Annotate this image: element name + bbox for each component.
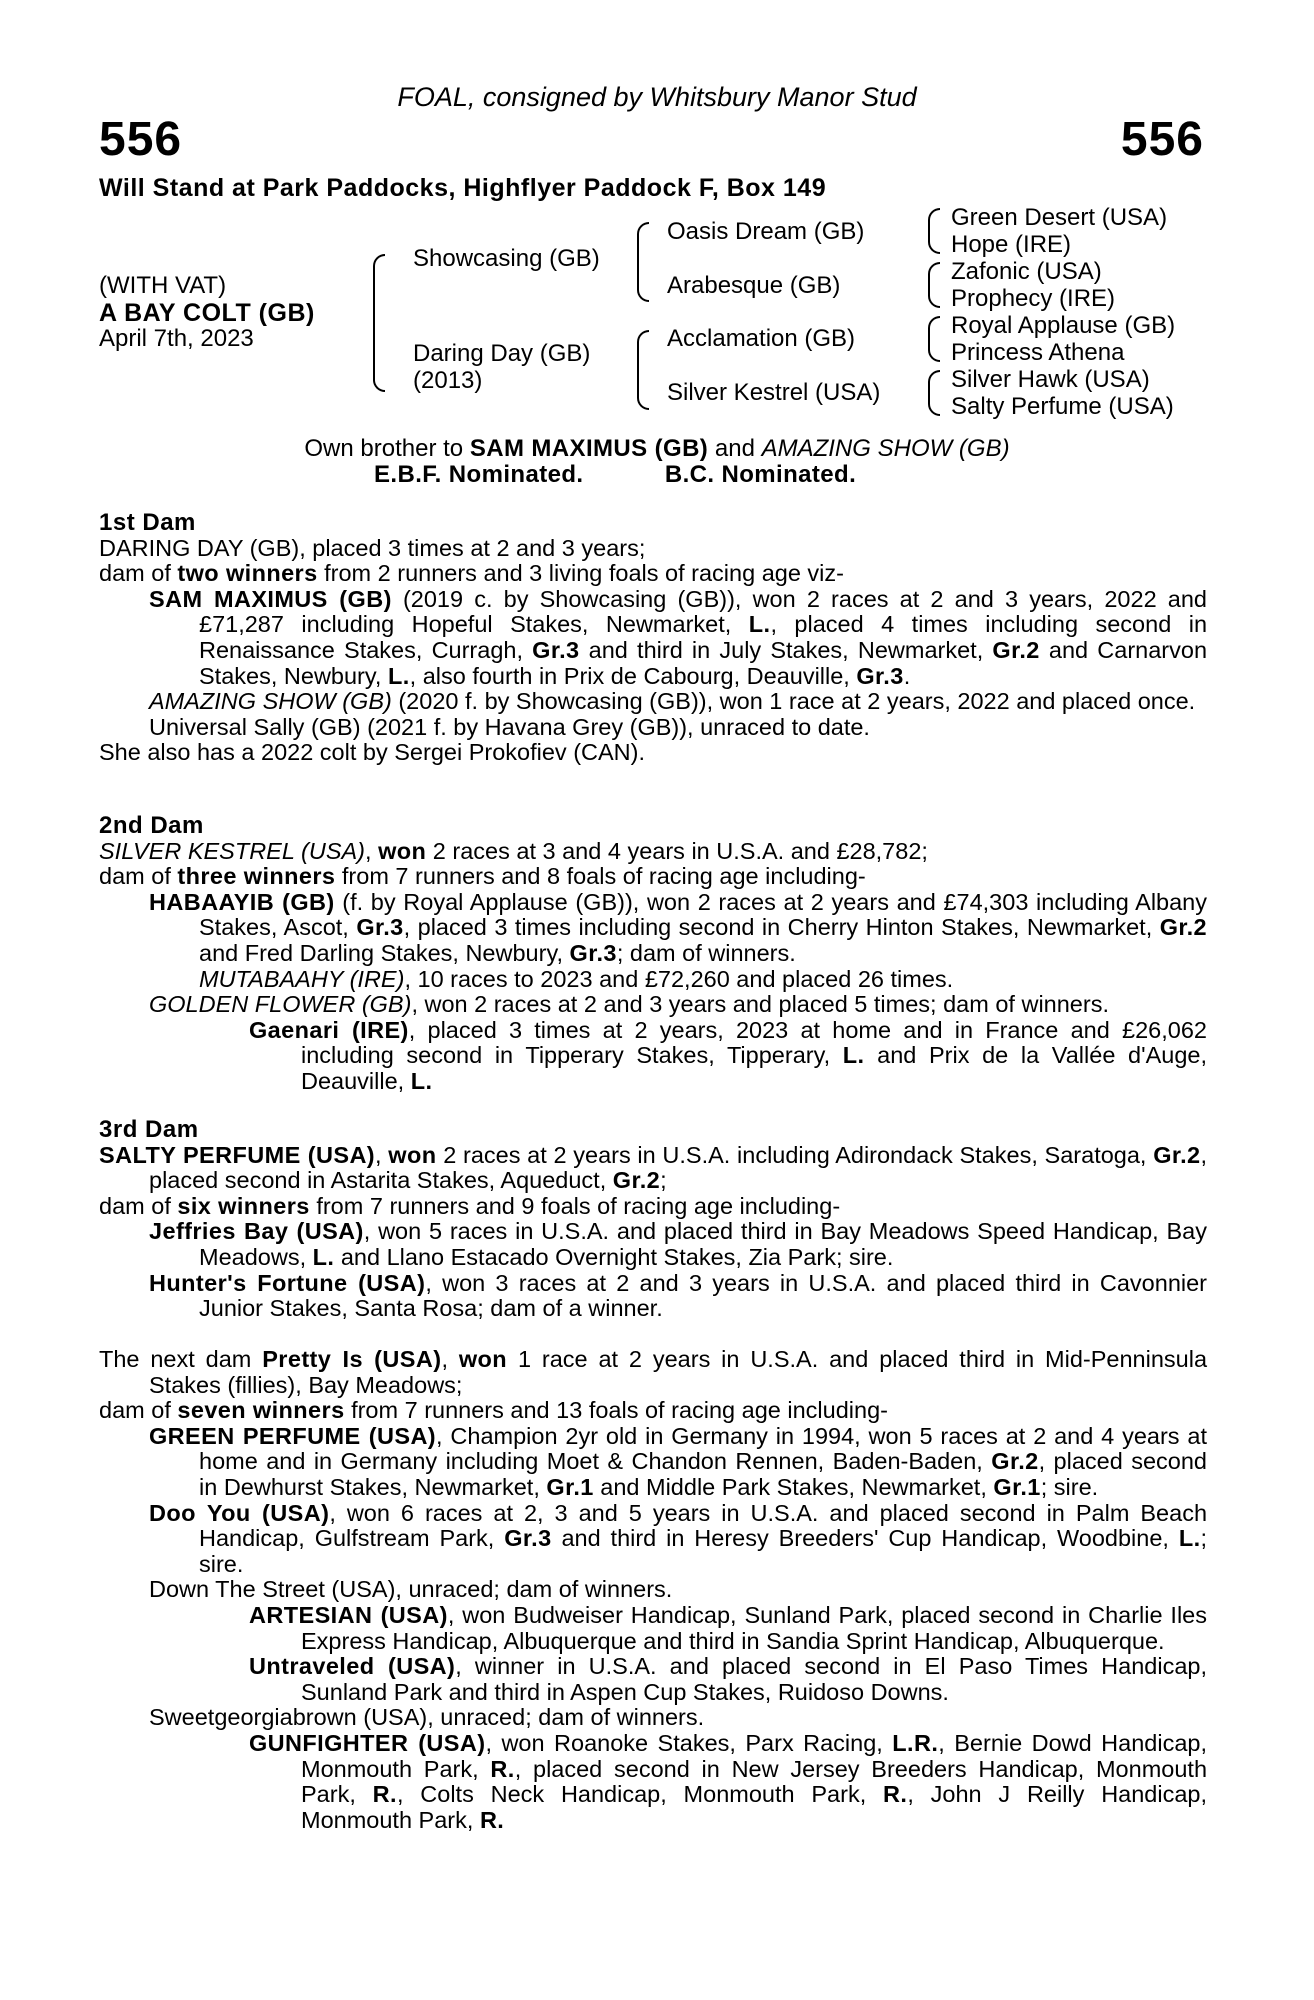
produce-entry: Doo You (USA), won 6 races at 2, 3 and 5 years in U.S.A. and placed second in Palm Beach Handicap, Gulfstream Park, Gr.3 and third in Heresy Breeders' Cup Handicap, Woodbine, L.; sire. (149, 1499, 1208, 1577)
lot-number-right: 556 (1120, 113, 1204, 166)
produce-sub-entry: Untraveled (USA), winner in U.S.A. and placed second in El Paso Times Handicap, Sunland Park and third in Aspen Cup Stakes, Ruidoso Downs. (249, 1653, 1207, 1705)
consignor-line: FOAL, consigned by Whitsbury Manor Stud (397, 82, 917, 112)
dam-sire: Acclamation (GB) (667, 325, 856, 352)
stand-location: Will Stand at Park Paddocks, Highflyer Paddock F, Box 149 (99, 174, 827, 202)
produce-entry: Hunter's Fortune (USA), won 3 races at 2 and 3 years in U.S.A. and placed third in Cavonnier Junior Stakes, Santa Rosa; dam of a winner. (149, 1269, 1208, 1322)
own-brother-line: Own brother to SAM MAXIMUS (GB) and AMAZING SHOW (GB) (304, 435, 1010, 462)
vat-note: (WITH VAT) (99, 272, 227, 299)
sire-dam: Arabesque (GB) (667, 272, 841, 299)
bracket-g1 (928, 208, 940, 254)
produce-entry: Universal Sally (GB) (2021 f. by Havana Grey (GB)), unraced to date. (149, 713, 870, 740)
bracket-g2 (928, 262, 940, 308)
horse-name: A BAY COLT (GB) (99, 299, 315, 327)
produce-sub-entry: Gaenari (IRE), placed 3 times at 2 years, 2023 at home and in France and £26,062 including second in Tipperary Stakes, Tipperary, L. and Prix de la Vallée d'Auge, Deauville, L. (249, 1016, 1208, 1094)
bracket-main (373, 254, 385, 392)
bc-nominated: B.C. Nominated. (664, 461, 857, 488)
dam-year: (2013) (413, 367, 483, 394)
produce-entry: AMAZING SHOW (GB) (2020 f. by Showcasing (GB)), won 1 race at 2 years, 2022 and placed once. (149, 688, 1196, 715)
produce-entry: Jeffries Bay (USA), won 5 races in U.S.A. and placed third in Bay Meadows Speed Handicap, Bay Meadows, L. and Llano Estacado Overnight Stakes, Zia Park; sire. (149, 1218, 1207, 1270)
first-dam-section: 1st Dam DARING DAY (GB), placed 3 times at 2 and 3 years; dam of two winners from 2 runners and 3 living foals of racing age viz- SAM MAXIMUS (GB) (2019 c. by Showcasing (GB)), won 2 races at 2 and 3 years, 2022 and £71,287 including Hopeful Stakes, Newmarket, L., placed 4 times including second in Renaissance Stakes, Curragh, Gr.3 and third in July Stakes, Newmarket, Gr.2 and Carnarvon Stakes, Newbury, L., also fourth in Prix de Cabourg, Deauville, Gr.3. AMAZING SHOW (GB) (2020 f. by Showcasing (GB)), won 1 race at 2 years, 2022 and placed once. Universal Sally (GB) (2021 f. by Havana Grey (GB)), unraced to date. She also has a 2022 colt by Sergei Prokofiev (CAN). (99, 509, 1208, 766)
ancestor-5: Royal Applause (GB) (951, 312, 1176, 339)
ebf-nominated: E.B.F. Nominated. (374, 461, 584, 488)
third-dam-section: 3rd Dam SALTY PERFUME (USA), won 2 races at 2 years in U.S.A. including Adirondack Stakes, Saratoga, Gr.2, placed second in Astarita Stakes, Aqueduct, Gr.2; dam of six winners from 7 runners and 9 foals of racing age including- Jeffries Bay (USA), won 5 races in U.S.A. and placed third in Bay Meadows Speed Handicap, Bay Meadows, L. and Llano Estacado Overnight Stakes, Zia Park; sire. Hunter's Fortune (USA), won 3 races at 2 and 3 years in U.S.A. and placed third in Cavonnier Junior Stakes, Santa Rosa; dam of a winner. (99, 1116, 1208, 1322)
dam: Daring Day (GB) (413, 340, 591, 367)
produce-entry: Sweetgeorgiabrown (USA), unraced; dam of winners. (149, 1704, 705, 1731)
foaling-date: April 7th, 2023 (99, 325, 254, 352)
ancestor-6: Princess Athena (951, 339, 1125, 366)
lot-number-left: 556 (99, 113, 183, 166)
ancestor-4: Prophecy (IRE) (951, 285, 1116, 312)
produce-entry: Down The Street (USA), unraced; dam of winners. (149, 1576, 673, 1603)
second-dam-section: 2nd Dam SILVER KESTREL (USA), won 2 races at 3 and 4 years in U.S.A. and £28,782; dam of three winners from 7 runners and 8 foals of racing age including- HABAAYIB (GB) (f. by Royal Applause (GB)), won 2 races at 2 years and £74,303 including Albany Stakes, Ascot, Gr.3, placed 3 times including second in Cherry Hinton Stakes, Newmarket, Gr.2 and Fred Darling Stakes, Newbury, Gr.3; dam of winners. MUTABAAHY (IRE), 10 races to 2023 and £72,260 and placed 26 times. GOLDEN FLOWER (GB), won 2 races at 2 and 3 years and placed 5 times; dam of winners. Gaenari (IRE), placed 3 times at 2 years, 2023 at home and in France and £26,062 including second in Tipperary Stakes, Tipperary, L. and Prix de la Vallée d'Auge, Deauville, L. (99, 812, 1208, 1094)
produce-sub-entry: ARTESIAN (USA), won Budweiser Handicap, Sunland Park, placed second in Charlie Iles Express Handicap, Albuquerque and third in Sandia Sprint Handicap, Albuquerque. (249, 1601, 1207, 1654)
ancestor-7: Silver Hawk (USA) (951, 366, 1150, 393)
produce-sub-entry: MUTABAAHY (IRE), 10 races to 2023 and £72,260 and placed 26 times. (199, 965, 954, 992)
ancestor-1: Green Desert (USA) (951, 204, 1168, 231)
section-heading: 1st Dam (99, 509, 196, 536)
produce-entry: SAM MAXIMUS (GB) (2019 c. by Showcasing (GB)), won 2 races at 2 and 3 years, 2022 and £71,287 including Hopeful Stakes, Newmarket, L., placed 4 times including second in Renaissance Stakes, Curragh, Gr.3 and third in July Stakes, Newmarket, Gr.2 and Carnarvon Stakes, Newbury, L., also fourth in Prix de Cabourg, Deauville, Gr.3. (149, 585, 1208, 689)
produce-entry: GREEN PERFUME (USA), Champion 2yr old in Germany in 1994, won 5 races at 2 and 4 years at home and in Germany including Moet & Chandon Rennen, Baden-Baden, Gr.2, placed second in Dewhurst Stakes, Newmarket, Gr.1 and Middle Park Stakes, Newmarket, Gr.1; sire. (149, 1422, 1208, 1500)
ancestor-3: Zafonic (USA) (951, 258, 1102, 285)
dam-dam: Silver Kestrel (USA) (667, 379, 881, 406)
bracket-dam (637, 330, 649, 410)
nominations (374, 461, 856, 489)
bracket-g4 (928, 370, 940, 416)
ancestor-8: Salty Perfume (USA) (951, 393, 1174, 420)
sire: Showcasing (GB) (413, 245, 600, 272)
produce-entry: GOLDEN FLOWER (GB), won 2 races at 2 and 3 years and placed 5 times; dam of winners. (149, 991, 1109, 1018)
section-heading: 3rd Dam (99, 1116, 199, 1143)
ancestor-2: Hope (IRE) (951, 231, 1072, 258)
bracket-g3 (928, 316, 940, 362)
next-dam-section: The next dam Pretty Is (USA), won 1 race at 2 years in U.S.A. and placed third in Mid-Penninsula Stakes (fillies), Bay Meadows; dam of seven winners from 7 runners and 13 foals of racing age including- GREEN PERFUME (USA), Champion 2yr old in Germany in 1994, won 5 races at 2 and 4 years at home and in Germany including Moet & Chandon Rennen, Baden-Baden, Gr.2, placed second in Dewhurst Stakes, Newmarket, Gr.1 and Middle Park Stakes, Newmarket, Gr.1; sire. Doo You (USA), won 6 races at 2, 3 and 5 years in U.S.A. and placed second in Palm Beach Handicap, Gulfstream Park, Gr.3 and third in Heresy Breeders' Cup Handicap, Woodbine, L.; sire. Down The Street (USA), unraced; dam of winners. ARTESIAN (USA), won Budweiser Handicap, Sunland Park, placed second in Charlie Iles Express Handicap, Albuquerque and third in Sandia Sprint Handicap, Albuquerque. Untraveled (USA), winner in U.S.A. and placed second in El Paso Times Handicap, Sunland Park and third in Aspen Cup Stakes, Ruidoso Downs. Sweetgeorgiabrown (USA), unraced; dam of winners. GUNFIGHTER (USA), won Roanoke Stakes, Parx Racing, L.R., Bernie Dowd Handicap, Monmouth Park, R., placed second in New Jersey Breeders Handicap, Monmouth Park, R., Colts Neck Handicap, Monmouth Park, R., John J Reilly Handicap, Monmouth Park, R. (99, 1346, 1208, 1833)
produce-sub-entry: GUNFIGHTER (USA), won Roanoke Stakes, Parx Racing, L.R., Bernie Dowd Handicap, Monmouth Park, R., placed second in New Jersey Breeders Handicap, Monmouth Park, R., Colts Neck Handicap, Monmouth Park, R., John J Reilly Handicap, Monmouth Park, R. (249, 1729, 1208, 1833)
sire-sire: Oasis Dream (GB) (667, 218, 865, 245)
produce-entry: HABAAYIB (GB) (f. by Royal Applause (GB)), won 2 races at 2 years and £74,303 including Albany Stakes, Ascot, Gr.3, placed 3 times including second in Cherry Hinton Stakes, Newmarket, Gr.2 and Fred Darling Stakes, Newbury, Gr.3; dam of winners. (149, 888, 1208, 966)
bracket-sire (637, 222, 649, 302)
section-heading: 2nd Dam (99, 812, 204, 839)
